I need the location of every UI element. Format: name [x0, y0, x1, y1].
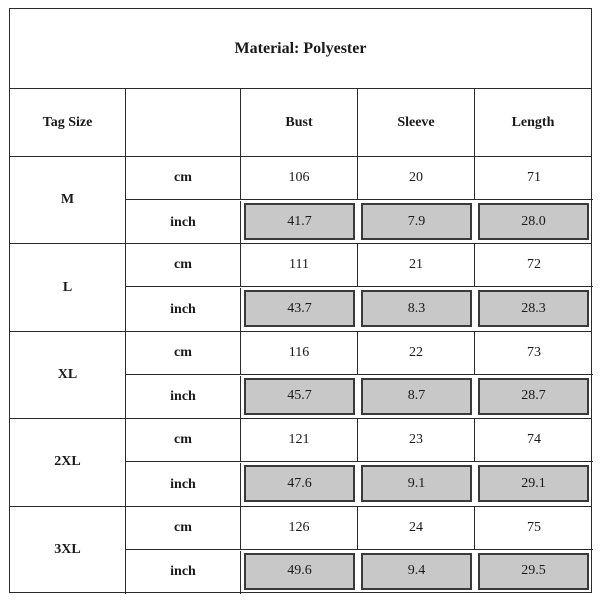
sleeve-value: 9.1 [361, 465, 472, 502]
unit-label: inch [126, 551, 241, 594]
unit-label: inch [126, 463, 241, 506]
table-row-cm [126, 507, 593, 550]
sleeve-value: 8.3 [361, 290, 472, 327]
unit-label: cm [126, 157, 241, 199]
bust-value: 47.6 [244, 465, 355, 502]
length-value: 28.7 [478, 378, 589, 415]
header-length: Length [511, 114, 555, 130]
bust-value: 45.7 [244, 378, 355, 415]
length-value: 28.3 [478, 290, 589, 327]
unit-label: cm [126, 419, 241, 461]
material-title: Material: Polyester [10, 9, 591, 89]
unit-label: cm [126, 332, 241, 374]
sleeve-value: 8.7 [361, 378, 472, 415]
bust-value: 106 [241, 157, 358, 199]
length-value: 73 [527, 344, 541, 360]
length-value: 72 [527, 257, 541, 273]
header-unit [126, 89, 241, 156]
size-group [10, 332, 591, 419]
bust-value: 116 [241, 332, 358, 374]
bust-value: 41.7 [244, 203, 355, 240]
tag-size-label: XL [10, 332, 126, 418]
unit-label: cm [126, 244, 241, 286]
size-group [10, 157, 591, 244]
length-value: 71 [527, 170, 541, 185]
unit-label: inch [126, 376, 241, 419]
sleeve-value: 20 [358, 157, 475, 199]
sleeve-value: 23 [358, 419, 475, 461]
sleeve-value: 21 [358, 244, 475, 286]
unit-label: inch [126, 201, 241, 244]
sleeve-value: 7.9 [361, 203, 472, 240]
table-row-inch [126, 551, 593, 594]
table-row-cm [126, 244, 593, 287]
length-value: 74 [527, 432, 541, 448]
size-group [10, 244, 591, 331]
sleeve-value: 24 [358, 507, 475, 549]
sleeve-value: 9.4 [361, 553, 472, 590]
table-row-inch [126, 288, 593, 331]
header-sleeve: Sleeve [358, 89, 475, 156]
size-group [10, 419, 591, 506]
length-value: 28.0 [478, 203, 589, 240]
tag-size-label: 2XL [10, 419, 126, 505]
sleeve-value: 22 [358, 332, 475, 374]
table-row-cm [126, 157, 593, 200]
length-value: 29.5 [478, 553, 589, 590]
length-value: 75 [527, 519, 541, 535]
unit-label: inch [126, 288, 241, 331]
table-row-inch [126, 201, 593, 244]
bust-value: 111 [241, 244, 358, 286]
table-row-inch [126, 376, 593, 419]
header-tag-size: Tag Size [10, 89, 126, 156]
tag-size-label: M [10, 157, 126, 243]
header-bust: Bust [241, 89, 358, 156]
table-row-cm [126, 419, 593, 462]
bust-value: 49.6 [244, 553, 355, 590]
length-value: 29.1 [478, 465, 589, 502]
tag-size-label: 3XL [10, 507, 126, 594]
bust-value: 121 [241, 419, 358, 461]
header-row [10, 89, 591, 157]
table-row-cm [126, 332, 593, 375]
size-chart-table [9, 8, 592, 593]
bust-value: 43.7 [244, 290, 355, 327]
bust-value: 126 [241, 507, 358, 549]
unit-label: cm [126, 507, 241, 549]
table-row-inch [126, 463, 593, 506]
size-group [10, 507, 591, 594]
tag-size-label: L [10, 244, 126, 330]
